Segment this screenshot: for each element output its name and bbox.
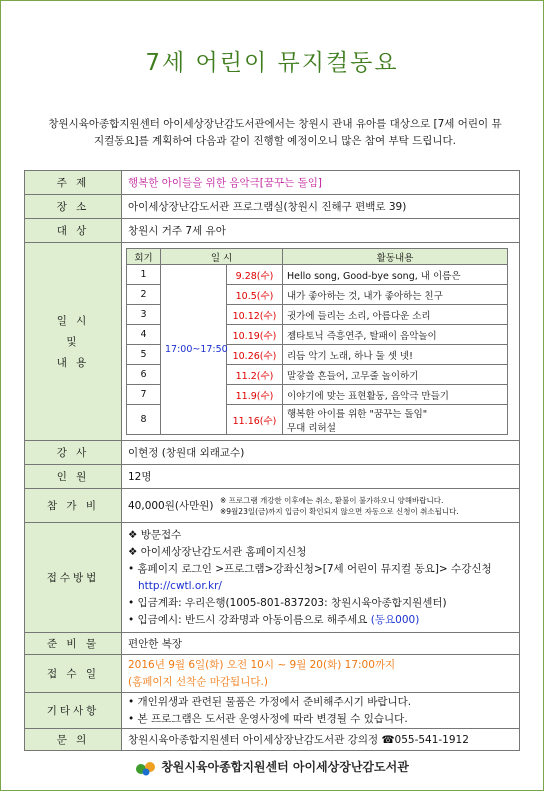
session-date: 10.12(수) <box>227 305 283 325</box>
intro-text: 창원시육아종합지원센터 아이세상장난감도서관에서는 창원시 관내 유아를 대상으로 [7세 어린이 뮤지컬동요]를 계획하여 다음과 같이 진행할 예정이오니 많은 참여 부탁 드립니다. <box>48 118 502 147</box>
row-apply <box>25 523 520 633</box>
session-no: 1 <box>127 265 161 285</box>
session-no: 6 <box>127 365 161 385</box>
apply-line-5-text: • 입금예시: 반드시 강좌명과 아동이름으로 해주세요 <box>128 613 371 626</box>
row-schedule <box>25 243 520 441</box>
row-period <box>25 655 520 693</box>
etc-line-1: • 개인위생과 관련된 물품은 가정에서 준비해주시기 바랍니다. <box>128 695 412 708</box>
session-time: 17:00~17:50 <box>161 265 227 435</box>
footer <box>0 758 544 776</box>
row-target <box>25 219 520 243</box>
value-subject: 행복한 아이들을 위한 음악극[꿈꾸는 돌임] <box>122 171 520 195</box>
label-place: 장 소 <box>25 195 122 219</box>
page-title: 7세 어린이 뮤지컬동요 <box>145 50 399 76</box>
session-no: 3 <box>127 305 161 325</box>
session-activity: 내가 좋아하는 것, 내가 좋아하는 친구 <box>283 285 508 305</box>
session-activity: 귓가에 들리는 소리, 아름다운 소리 <box>283 305 508 325</box>
row-prepare <box>25 633 520 655</box>
value-instructor: 이현정 (창원대 외래교수) <box>122 441 520 465</box>
session-date: 11.9(수) <box>227 385 283 405</box>
value-etc <box>122 693 520 729</box>
label-apply: 접수방법 <box>25 523 122 633</box>
schedule-table <box>126 248 508 435</box>
session-date: 9.28(수) <box>227 265 283 285</box>
header-activity: 활동내용 <box>283 249 508 265</box>
session-date: 11.16(수) <box>227 405 283 435</box>
session-no: 5 <box>127 345 161 365</box>
session-no: 2 <box>127 285 161 305</box>
label-contact: 문 의 <box>25 729 122 751</box>
value-contact: 창원시육아종합지원센터 아이세상장난감도서관 강의정 ☎055-541-1912 <box>122 729 520 751</box>
row-subject <box>25 171 520 195</box>
row-contact <box>25 729 520 751</box>
session-activity-line2: 무대 리허설 <box>287 422 336 434</box>
session-activity: 리듬 악기 노래, 하나 둘 셋 넷! <box>283 345 508 365</box>
info-table <box>24 170 520 751</box>
etc-line-2: • 본 프로그램은 도서관 운영사정에 따라 변경될 수 있습니다. <box>128 712 408 725</box>
session-no: 8 <box>127 405 161 435</box>
label-prepare: 준 비 물 <box>25 633 122 655</box>
label-schedule <box>25 243 122 441</box>
period-line-1: 2016년 9월 6일(화) 오전 10시 ~ 9월 20(화) 17:00까지 <box>128 658 396 671</box>
label-etc: 기타사항 <box>25 693 122 729</box>
apply-line-2: ❖ 아이세상장난감도서관 홈페이지신청 <box>128 545 307 558</box>
period-line-2: (홈페이지 선착순 마감됩니다.) <box>128 675 268 688</box>
row-capacity <box>25 465 520 489</box>
value-prepare: 편안한 복장 <box>122 633 520 655</box>
fee-notes <box>220 495 459 517</box>
session-activity <box>283 405 508 435</box>
session-activity: 이야기에 맞는 표현활동, 음악극 만들기 <box>283 385 508 405</box>
session-date: 10.26(수) <box>227 345 283 365</box>
session-row <box>127 265 508 285</box>
row-place <box>25 195 520 219</box>
value-apply <box>122 523 520 633</box>
value-place: 아이세상장난감도서관 프로그램실(창원시 진해구 편백로 39) <box>122 195 520 219</box>
footer-text: 창원시육아종합지원센터 아이세상장난감도서관 <box>161 760 409 774</box>
label-schedule-line1: 일 시 <box>56 315 90 327</box>
header-date: 일 시 <box>161 249 283 265</box>
session-date: 11.2(수) <box>227 365 283 385</box>
schedule-cell <box>122 243 520 441</box>
header-no: 회기 <box>127 249 161 265</box>
apply-line-5 <box>128 612 513 629</box>
apply-line-4: • 입금계좌: 우리은행(1005-801-837203: 창원시육아종합지원센터) <box>128 596 447 609</box>
row-fee <box>25 489 520 523</box>
value-target: 창원시 거주 7세 유아 <box>122 219 520 243</box>
value-capacity: 12명 <box>122 465 520 489</box>
fee-note-1: ※ 프로그램 개강한 이후에는 취소, 환불이 불가하오니 양해바랍니다. <box>220 495 444 505</box>
value-period <box>122 655 520 693</box>
session-date: 10.5(수) <box>227 285 283 305</box>
session-no: 7 <box>127 385 161 405</box>
apply-line-5-example: (동요000) <box>370 613 420 626</box>
homepage-link[interactable]: http://cwtl.or.kr/ <box>138 579 222 592</box>
value-fee: 40,000원(사만원) <box>128 500 214 512</box>
label-capacity: 인 원 <box>25 465 122 489</box>
apply-line-1: ❖ 방문접수 <box>128 528 182 541</box>
label-fee: 참 가 비 <box>25 489 122 523</box>
row-etc <box>25 693 520 729</box>
session-no: 4 <box>127 325 161 345</box>
schedule-header <box>127 249 508 265</box>
session-activity: Hello song, Good-bye song, 내 이름은 <box>283 265 508 285</box>
value-fee-cell <box>122 489 520 523</box>
label-target: 대 상 <box>25 219 122 243</box>
center-logo-icon <box>135 760 157 776</box>
label-period: 접 수 일 <box>25 655 122 693</box>
session-activity-line1: 행복한 아이를 위한 "꿈꾸는 돌임" <box>287 408 428 420</box>
session-activity: 말갛쓸 흔들어, 고무줄 놀이하기 <box>283 365 508 385</box>
fee-note-2: ※9월23일(금)까지 입금이 확인되지 않으면 자동으로 신청이 취소됩니다. <box>220 506 459 516</box>
session-activity: 젬타토닉 즉흥연주, 탈패이 음악놀이 <box>283 325 508 345</box>
label-schedule-line3: 내 용 <box>56 357 90 369</box>
label-subject: 주 제 <box>25 171 122 195</box>
label-schedule-line2: 및 <box>66 336 80 348</box>
session-date: 10.19(수) <box>227 325 283 345</box>
label-instructor: 강 사 <box>25 441 122 465</box>
row-instructor <box>25 441 520 465</box>
apply-line-3: • 홈페이지 로그인 >프로그램>강좌신청>[7세 어린이 뮤지컬 동요]> 수강신청 <box>128 562 492 575</box>
